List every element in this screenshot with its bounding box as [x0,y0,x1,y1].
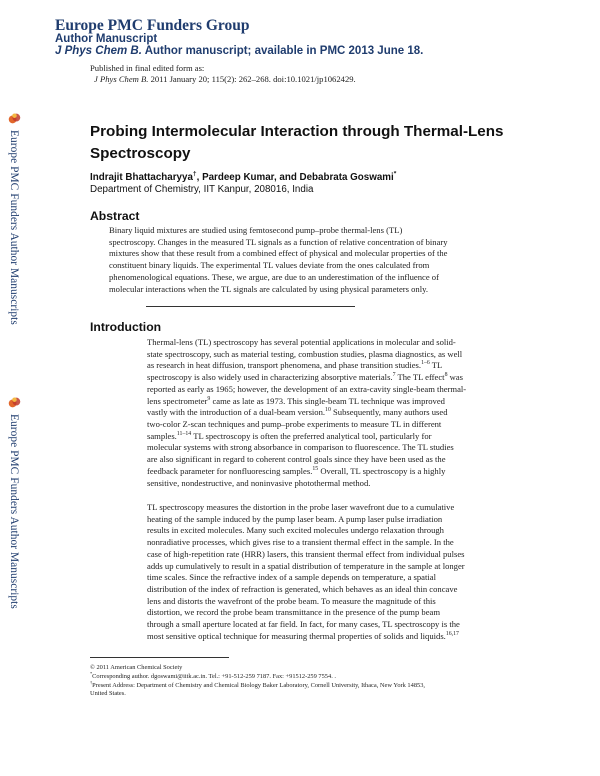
text-line: mixtures show that these result from a combined effect of physical and molecular properties of the [109,248,448,259]
text-line: most sensitive optical technique for measuring thermal properties of solids and liquids.$^{16,17}$ [147,630,459,641]
author-name: Debabrata Goswami [299,172,394,183]
text-line: molecular systems with strong absorbance in comparison to fluorescence. The TL studies [147,442,454,453]
text-line: results in excited molecules. Many such excited molecules undergo relaxation through [147,525,444,536]
author-mark: * [393,170,397,178]
europe-pmc-logo-icon [8,396,21,409]
citation-journal: J Phys Chem B. [94,74,149,84]
text-line: feedback parameter for nonfluorescing samples.$^{15}$ Overall, TL spectroscopy is a highly [147,465,446,476]
text-line: Thermal-lens (TL) spectroscopy has several potential applications in molecular and solid- [147,337,456,347]
citation-ref[interactable]: 16,17 [445,631,459,638]
text-line: adds up cumulatively to result in a spatial distribution of temperature in the sample at longer [147,560,465,571]
citation-ref[interactable]: 15 [312,466,319,473]
text-line: distortion, we record the probe beam transmittance in the presence of the pump beam [147,607,441,618]
introduction-heading: Introduction [90,320,162,334]
availability-text: Author manuscript; available in PMC 2013 June 18. [141,45,424,57]
corresponding-mark: * [90,670,93,676]
text-line: spectroscopy is also widely used in characterizing absorptive materials.$^7$ The TL effect$^8$ was [147,372,463,383]
text-line: constituent binary liquids. The experimental TL values deviate from the ones calculated from [109,260,430,271]
affiliation: Department of Chemistry, IIT Kanpur, 208016, India [90,184,314,195]
text-line: time scales. Since the refractive index of a sample depends on temperature, a spatial [147,572,436,583]
footnote-divider [90,657,229,658]
introduction-paragraph-1 [147,337,502,489]
text-line: as research in heat diffusion, transport phenomena, and phase transition studies.$^{1-6}$ TL [147,360,443,371]
citation-ref[interactable]: 11–14 [176,430,192,437]
author-mark: † [192,170,197,178]
citation-ref[interactable]: 1–6 [421,360,430,367]
introduction-paragraph-2 [147,502,502,643]
text-line: are also significant in regard to coherent control goals since they have been used as the [147,454,446,465]
text-line: phenomenological equations. These, we argue, are due to an underestimation of the influence of [109,271,439,282]
text-line: case of high-repetition rate (HRR) lasers, this transient thermal effect from individual pulses [147,548,465,559]
sidebar-watermark-top [6,112,24,327]
author-name: Pardeep Kumar [202,172,274,183]
citation-ref[interactable]: 7 [392,372,396,379]
journal-abbrev: J Phys Chem B. [55,45,142,57]
text-line: vastly with the introduction of a dual-beam version.$^{10}$ Subsequently, many authors used [147,407,448,418]
citation-ref[interactable]: 9 [207,395,211,402]
journal-availability [55,45,423,57]
text-line: nonradiative processes, which gives rise to a transient thermal effect in the sample. In the [147,537,454,548]
present-text: Present Address: Department of Chemistry and Chemical Biology Baker Laboratory, Cornell University, Ithaca, New York 14853, [92,682,426,689]
present-text-cont: United States. [90,690,126,698]
corresponding-text: Corresponding author. dgoswami@iitk.ac.in. Tel.: +91-512-259 7187. Fax: +91512-259 7554. . [92,673,336,680]
text-line: sensitive, nondestructive, and noninvasive photothermal method. [147,477,371,488]
citation-details: 2011 January 20; 115(2): 262–268. doi:10.1021/jp1062429. [148,74,356,84]
text-line: heating of the sample induced by the pump laser beam. A pump laser pulse irradiation [147,513,443,524]
sidebar-watermark-bottom [6,396,24,611]
citation-ref[interactable]: 10 [325,407,331,414]
corresponding-author-note [90,670,510,681]
text-line: two-color Z-scan techniques and pump–probe experiments to measure TL in different [147,419,442,430]
sidebar-label-bottom: Europe PMC Funders Author Manuscripts [8,414,20,609]
text-line: spectroscopy. Changes in the measured TL signals as a function of relative concentration of binary [109,236,448,247]
copyright-notice: © 2011 American Chemical Society [90,664,183,671]
present-address-note [90,679,510,698]
author-name: Indrajit Bhattacharyya [90,172,193,183]
abstract-heading: Abstract [90,209,140,223]
abstract-body [109,225,502,295]
citation-ref[interactable]: 8 [444,372,448,379]
europe-pmc-logo-icon [8,112,21,125]
sidebar-label-top: Europe PMC Funders Author Manuscripts [8,130,20,325]
text-line: through a small aperture located at far field. In fact, for many cases, TL spectroscopy is the [147,619,460,630]
funder-group-heading: Europe PMC Funders Group [55,17,250,34]
present-mark: † [90,679,93,685]
article-title: Probing Intermolecular Interaction through Thermal-Lens Spectroscopy [90,123,504,162]
text-line: reported as early as 1965; however, the development of an extra-cavity single-beam thermal- [147,383,467,394]
published-note: Published in final edited form as: [90,63,205,73]
text-line: TL spectroscopy measures the distortion in the probe laser wavefront due to a cumulative [147,502,455,512]
text-line: state spectroscopy, such as material testing, combustion studies, plasma diagnostics, as well [147,348,463,359]
author-list [90,172,396,183]
text-line: molecular interactions when the TL signals are calculated by using physical parameters only. [109,283,428,294]
manuscript-status: Author Manuscript [55,33,158,45]
section-divider [146,306,355,307]
author-separator: , [196,172,203,183]
text-line: Binary liquid mixtures are studied using femtosecond pump–probe thermal-lens (TL) [109,225,403,235]
text-line: lens spectrometer$^9$ came as late as 1973. This single-beam TL technique was improved [147,395,445,406]
text-line: samples.$^{11-14}$ TL spectroscopy is often the preferred analytical tool, particularly for [147,430,432,441]
text-line: lens and distorts the wavefront of the probe beam. To measure the magnitude of this [147,595,436,606]
citation-line [94,74,356,84]
author-separator: , and [273,172,300,183]
text-line: distribution of the index of refraction is generated, which behaves as an ideal thin concave [147,584,458,595]
